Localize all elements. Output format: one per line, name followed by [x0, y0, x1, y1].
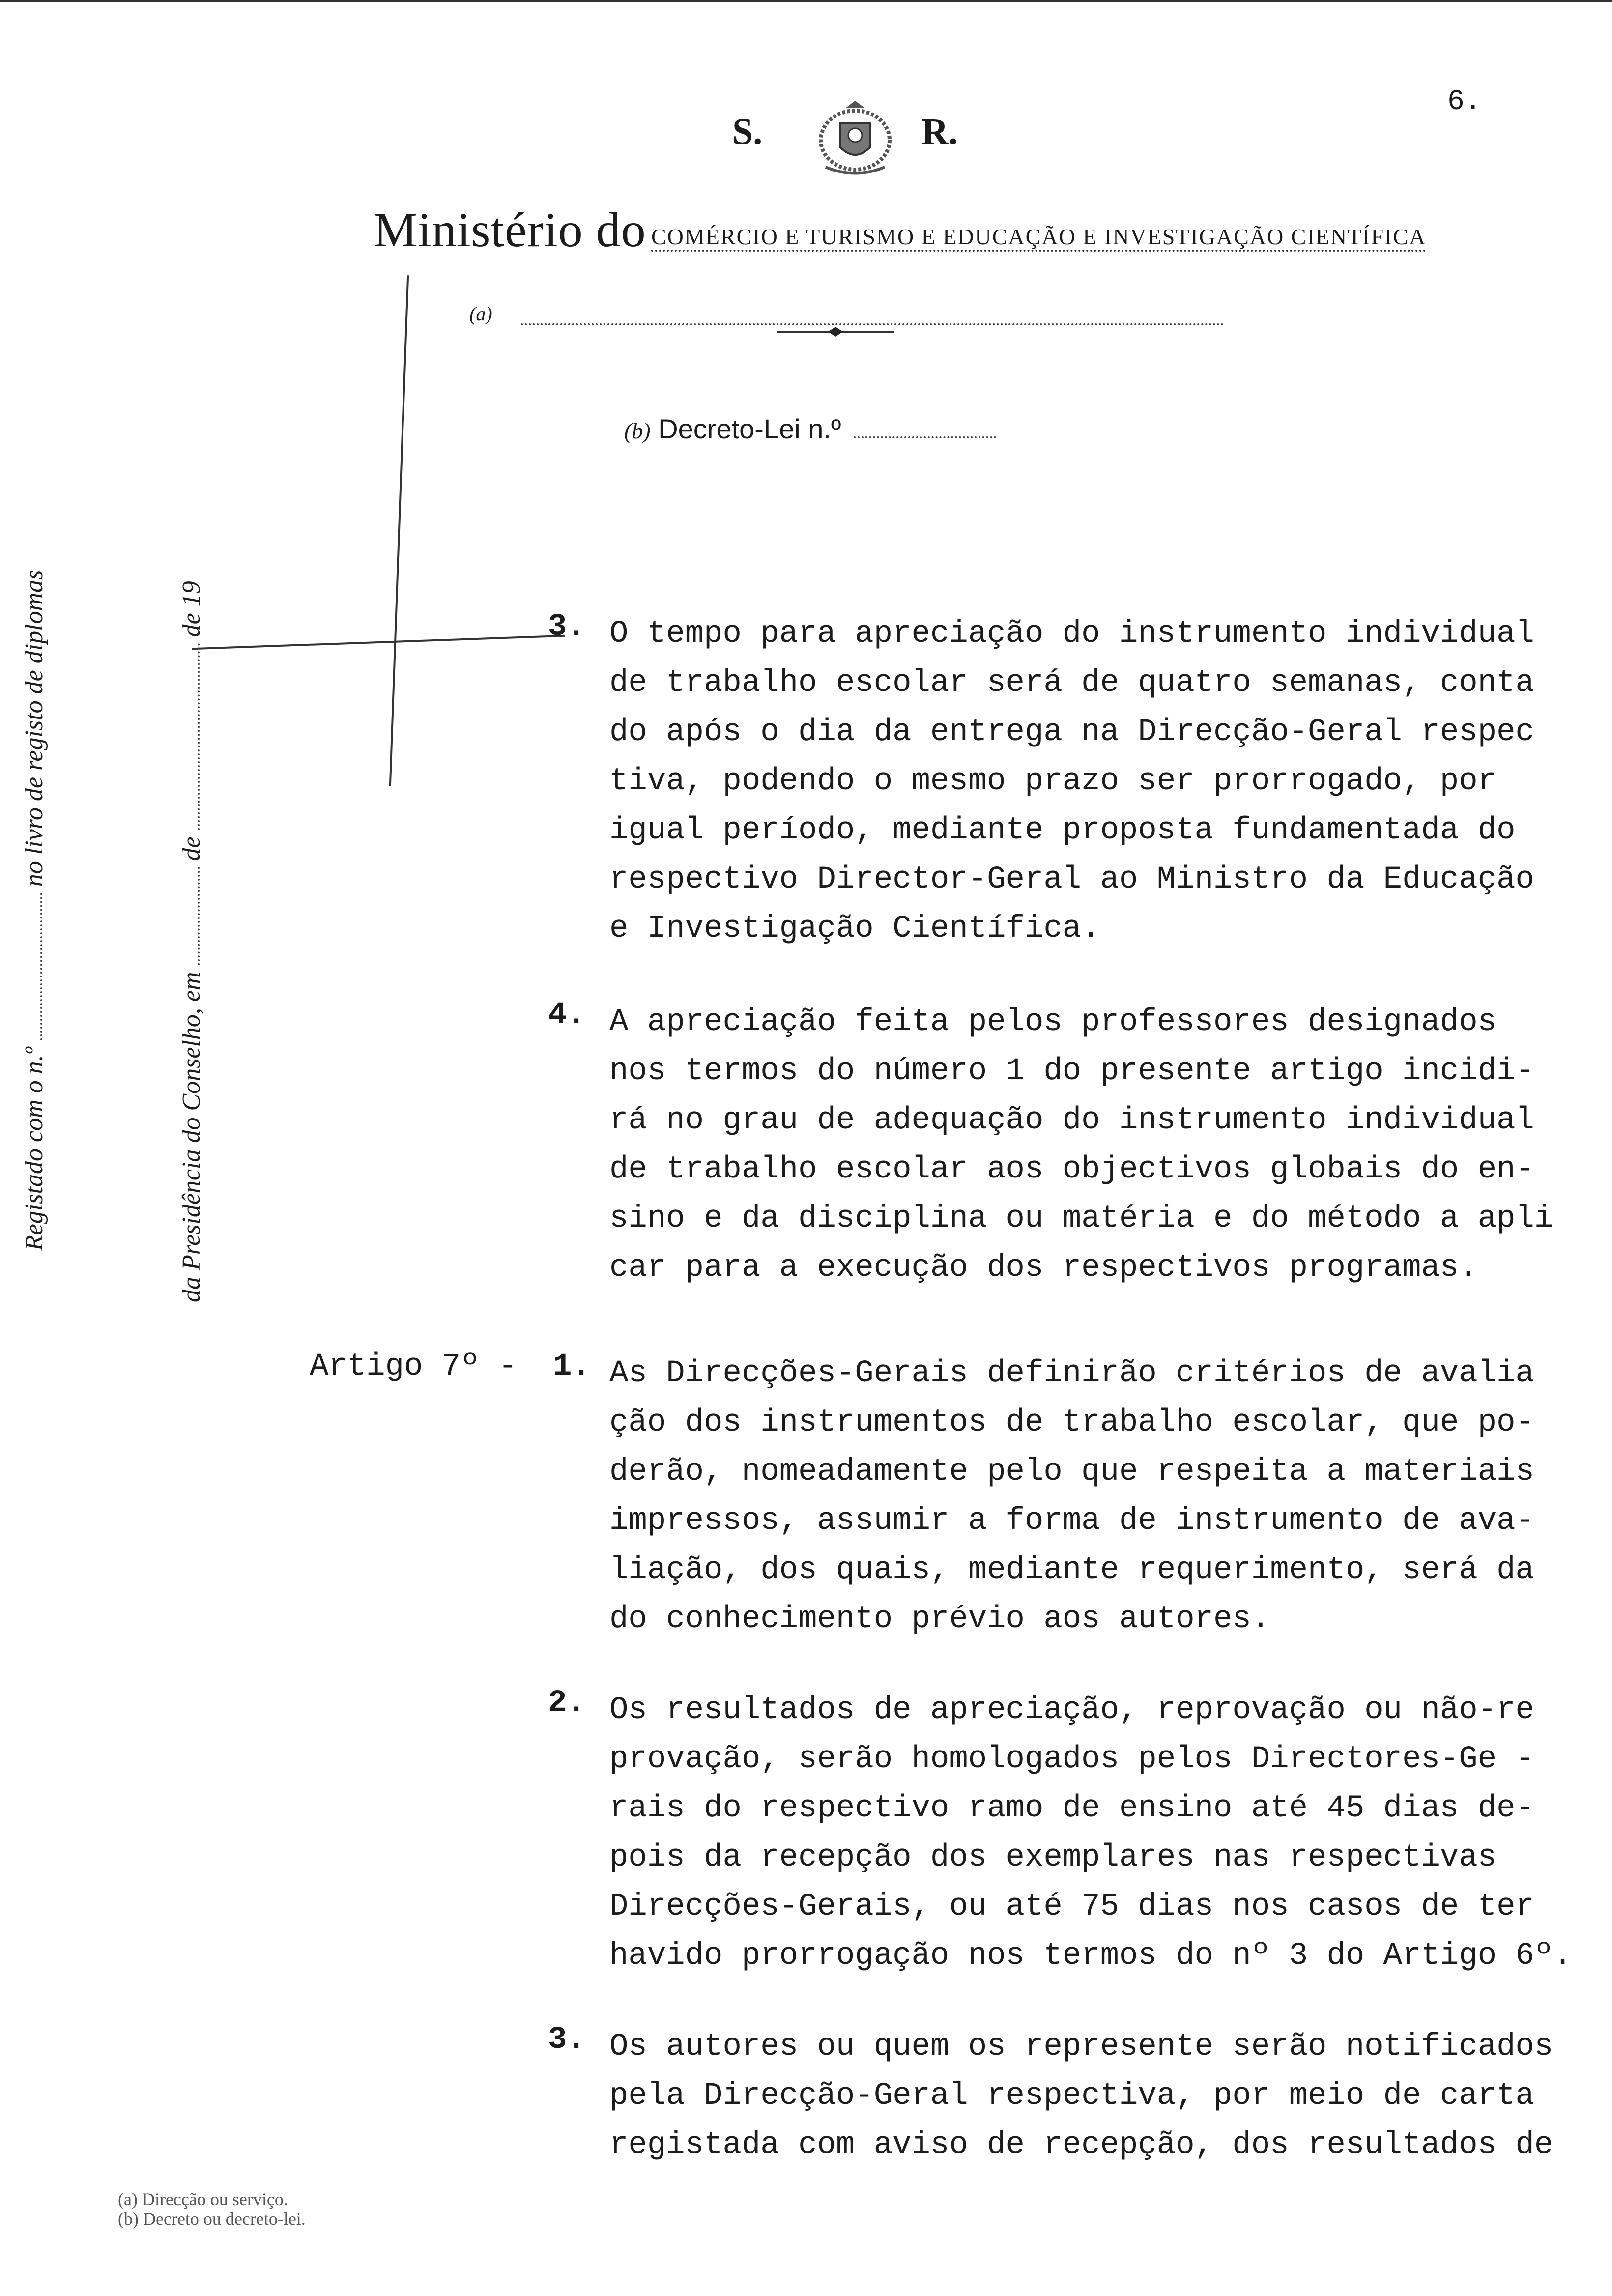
- text-line: tiva, podendo o mesmo prazo ser prorrogado, por: [609, 764, 1497, 799]
- text-line: registada com aviso de recepção, dos resultados de: [609, 2127, 1554, 2163]
- margin-registado-text: Registado com o n.º: [20, 1047, 48, 1251]
- divider-ornament: [777, 324, 894, 339]
- text-line: A apreciação feita pelos professores designados: [609, 1004, 1497, 1040]
- margin-de19-text: de 19: [177, 581, 205, 637]
- scan-line-vertical: [389, 275, 409, 786]
- text-line: liação, dos quais, mediante requerimento, será da: [609, 1552, 1534, 1588]
- text-line: havido prorrogação nos termos do nº 3 do Artigo 6º.: [609, 1938, 1572, 1974]
- page-number: 6.: [1447, 86, 1482, 118]
- header-r-letter: R.: [921, 111, 958, 152]
- text-line: do após o dia da entrega na Direcção-Geral respec: [609, 715, 1534, 750]
- coat-of-arms-icon: [806, 93, 904, 182]
- text-line: pela Direcção-Geral respectiva, por meio de carta: [609, 2078, 1534, 2114]
- item3-paragraph: [609, 609, 1612, 953]
- margin-livro-text: no livro de registo de diplomas: [20, 570, 48, 887]
- text-line: de trabalho escolar será de quatro semanas, conta: [609, 665, 1534, 701]
- text-line: impressos, assumir a forma de instrumento de ava-: [609, 1503, 1534, 1539]
- text-line: igual período, mediante proposta fundamentada do: [609, 813, 1516, 848]
- margin-presidencia: [177, 25, 206, 1302]
- text-line: Os resultados de apreciação, reprovação ou não-re: [609, 1693, 1534, 1728]
- footnote-b: (b) Decreto ou decreto-lei.: [118, 2209, 306, 2229]
- footnote-a: (a) Direcção ou serviço.: [118, 2189, 288, 2209]
- field-a-label: (a): [469, 303, 492, 325]
- text-line: car para a execução dos respectivos programas.: [609, 1250, 1478, 1286]
- text-line: do conhecimento prévio aos autores.: [609, 1602, 1270, 1637]
- text-line: O tempo para apreciação do instrumento individual: [609, 616, 1534, 652]
- decreto-line: [624, 413, 996, 445]
- margin-de-text: de: [177, 836, 205, 861]
- artigo7-label: Artigo 7º -: [310, 1349, 518, 1384]
- artigo7-item1-paragraph: [609, 1349, 1612, 1644]
- text-line: de trabalho escolar aos objectivos globais do en-: [609, 1152, 1534, 1187]
- text-line: e Investigação Científica.: [609, 911, 1100, 947]
- artigo7-item1-number: 1.: [553, 1349, 591, 1384]
- text-line: sino e da disciplina ou matéria e do método a apli: [609, 1201, 1554, 1236]
- decreto-number-line: [854, 436, 996, 438]
- footnotes: [118, 2189, 306, 2229]
- scan-line-horizontal: [192, 635, 565, 650]
- decreto-label: Decreto-Lei n.º: [658, 413, 841, 444]
- text-line: provação, serão homologados pelos Directores-Ge -: [609, 1742, 1534, 1777]
- scan-border-top: [0, 0, 1612, 2]
- artigo7-item3-number: 3.: [548, 2022, 586, 2058]
- ministerio-name: COMÉRCIO E TURISMO E EDUCAÇÃO E INVESTIGAÇÃO CIENTÍFICA: [651, 224, 1426, 252]
- item4-number: 4.: [548, 998, 586, 1033]
- artigo7-item3-paragraph: [609, 2022, 1612, 2170]
- item3-number: 3.: [548, 609, 586, 645]
- item4-paragraph: [609, 998, 1612, 1292]
- text-line: rá no grau de adequação do instrumento individual: [609, 1103, 1534, 1138]
- ministerio-prefix: Ministério do: [374, 202, 646, 257]
- text-line: As Direcções-Gerais definirão critérios de avalia: [609, 1356, 1534, 1391]
- margin-registado: [20, 0, 49, 1251]
- header-s-letter: S.: [732, 111, 763, 152]
- artigo7-item2-paragraph: [609, 1686, 1612, 1980]
- text-line: Direcções-Gerais, ou até 75 dias nos casos de ter: [609, 1889, 1534, 1924]
- text-line: respectivo Director-Geral ao Ministro da Educação: [609, 862, 1534, 897]
- text-line: rais do respectivo ramo de ensino até 45 dias de-: [609, 1791, 1534, 1826]
- text-line: pois da recepção dos exemplares nas respectivas: [609, 1840, 1497, 1875]
- field-b-label: (b): [624, 418, 651, 443]
- text-line: ção dos instrumentos de trabalho escolar, que po-: [609, 1405, 1534, 1440]
- text-line: derão, nomeadamente pelo que respeita a materiais: [609, 1454, 1534, 1490]
- text-line: nos termos do número 1 do presente artigo incidi-: [609, 1054, 1534, 1089]
- text-line: Os autores ou quem os represente serão notificados: [609, 2029, 1554, 2065]
- artigo7-item2-number: 2.: [548, 1686, 586, 1721]
- margin-presidencia-text: da Presidência do Conselho, em: [177, 972, 205, 1302]
